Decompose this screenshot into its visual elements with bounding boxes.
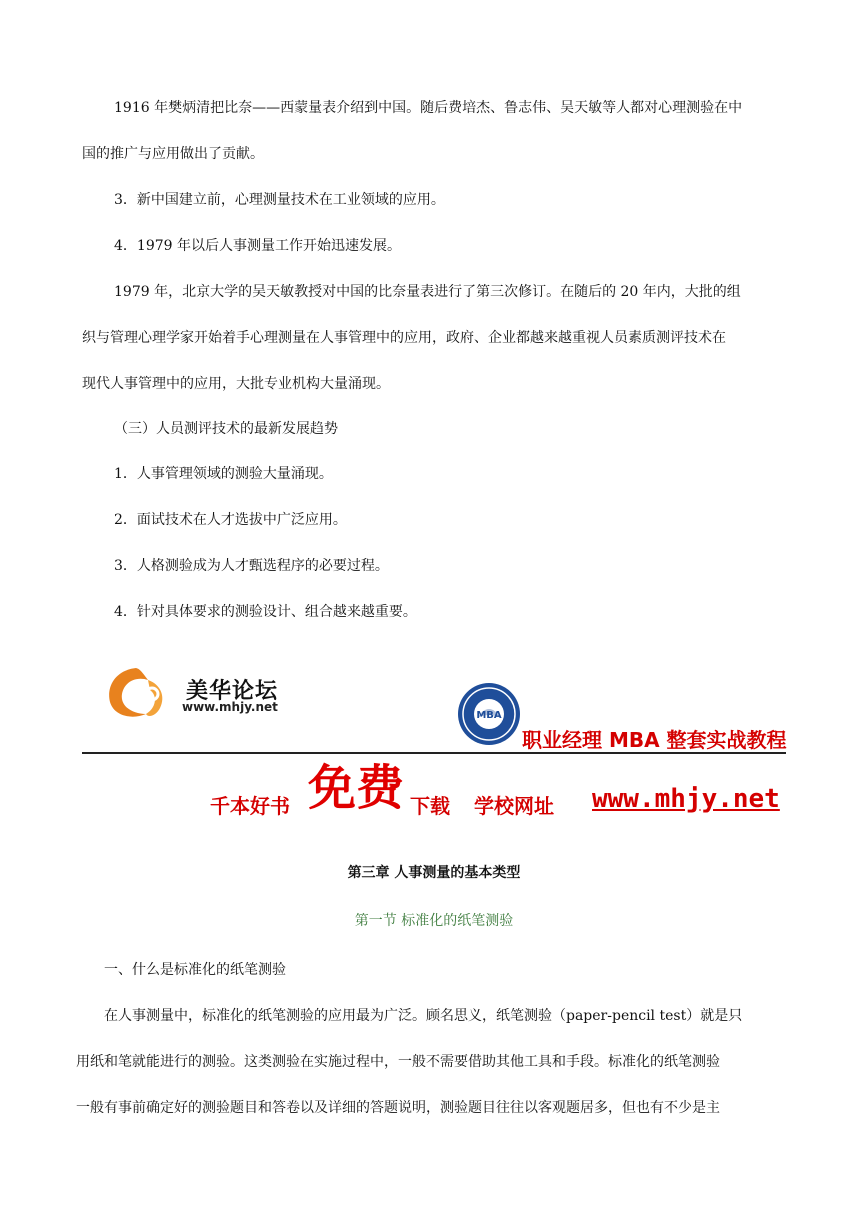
- subheading: （三）人员测评技术的最新发展趋势: [114, 421, 338, 437]
- forum-url: www.mhjy.net: [182, 700, 278, 714]
- mba-seal: [457, 682, 521, 746]
- banner-divider: [82, 752, 786, 754]
- paragraph-line: 一般有事前确定好的测验题目和答卷以及详细的答题说明，测验题目往往以客观题居多，但也有不少是主: [76, 1100, 720, 1116]
- section-title: 第一节 标准化的纸笔测验: [354, 913, 514, 929]
- download-banner: [210, 758, 790, 818]
- download-free: 免费: [308, 760, 405, 816]
- subheading: 一、什么是标准化的纸笔测验: [104, 962, 286, 978]
- download-prefix: 千本好书: [210, 794, 290, 818]
- list-item: 1．人事管理领域的测验大量涌现。: [114, 466, 333, 482]
- school-site-label: 学校网址: [474, 794, 554, 818]
- list-item: 4．针对具体要求的测验设计、组合越来越重要。: [114, 604, 417, 620]
- paragraph-line: 在人事测量中，标准化的纸笔测验的应用最为广泛。顾名思义，纸笔测验（paper-pencil test）就是只: [104, 1008, 743, 1024]
- paragraph-line: 1979 年，北京大学的吴天敏教授对中国的比奈量表进行了第三次修订。在随后的 20 年内，大批的组: [114, 284, 741, 300]
- chapter-title: 第三章 人事测量的基本类型: [347, 865, 521, 881]
- paragraph-line: 国的推广与应用做出了贡献。: [82, 146, 264, 162]
- list-item: 3．人格测验成为人才甄选程序的必要过程。: [114, 558, 389, 574]
- course-title: 职业经理 MBA 整套实战教程: [522, 728, 787, 752]
- paragraph-line: 现代人事管理中的应用，大批专业机构大量涌现。: [82, 376, 390, 392]
- forum-name: 美华论坛: [186, 679, 279, 704]
- download-suffix: 下载: [410, 794, 450, 818]
- site-url-link[interactable]: www.mhjy.net: [592, 784, 780, 814]
- paragraph-line: 用纸和笔就能进行的测验。这类测验在实施过程中，一般不需要借助其他工具和手段。标准化的纸笔测验: [76, 1054, 720, 1070]
- paragraph-line: 织与管理心理学家开始着手心理测量在人事管理中的应用，政府、企业都越来越重视人员素质测评技术在: [82, 330, 726, 346]
- list-item: 4．1979 年以后人事测量工作开始迅速发展。: [114, 238, 401, 254]
- seal-label: MBA: [476, 710, 502, 721]
- list-item: 2．面试技术在人才选拔中广泛应用。: [114, 512, 347, 528]
- paragraph-line: 1916 年樊炳清把比奈——西蒙量表介绍到中国。随后费培杰、鲁志伟、吴天敏等人都对心理测验在中: [114, 100, 743, 116]
- list-item: 3．新中国建立前，心理测量技术在工业领域的应用。: [114, 192, 445, 208]
- forum-logo-icon: [102, 664, 170, 720]
